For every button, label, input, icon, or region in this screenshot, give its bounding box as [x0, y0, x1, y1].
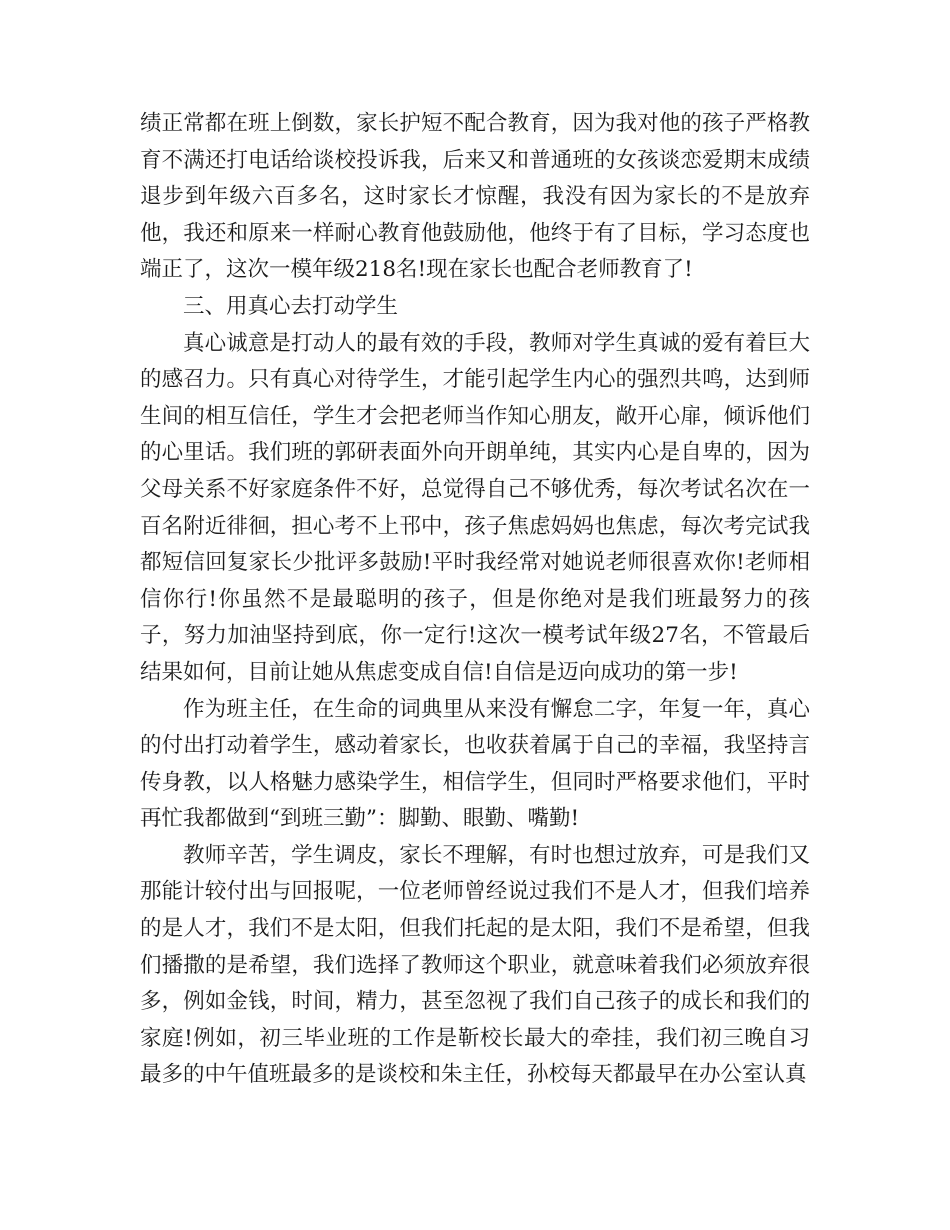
paragraph: 作为班主任，在生命的词典里从来没有懈怠二字，年复一年，真心的付出打动着学生，感动着家长，也收获着属于自己的幸福，我坚持言传身教，以人格魅力感染学生，相信学生，但同时严格要求他们，平时再忙我都做到“到班三勤”：脚勤、眼勤、嘴勤! [140, 696, 810, 832]
document-body [140, 106, 810, 1094]
paragraph: 真心诚意是打动人的最有效的手段，教师对学生真诚的爱有着巨大的感召力。只有真心对待学生，才能引起学生内心的强烈共鸣，达到师生间的相互信任，学生才会把老师当作知心朋友，敞开心扉，倾诉他们的心里话。我们班的郭研表面外向开朗单纯，其实内心是自卑的，因为父母关系不好家庭条件不好，总觉得自己不够优秀，每次考试名次在一百名附近徘徊，担心考不上邗中，孩子焦虑妈妈也焦虑，每次考完试我都短信回复家长少批评多鼓励!平时我经常对她说老师很喜欢你!老师相信你行!你虽然不是最聪明的孩子，但是你绝对是我们班最努力的孩子，努力加油坚持到底，你一定行!这次一模考试年级27名，不管最后结果如何，目前让她从焦虑变成自信!自信是迈向成功的第一步! [140, 330, 810, 685]
paragraph-continuation: 绩正常都在班上倒数，家长护短不配合教育，因为我对他的孩子严格教育不满还打电话给谈校投诉我，后来又和普通班的女孩谈恋爱期末成绩退步到年级六百多名，这时家长才惊醒，我没有因为家长的不是放弃他，我还和原来一样耐心教育他鼓励他，他终于有了目标，学习态度也端正了，这次一模年级218名!现在家长也配合老师教育了! [140, 111, 810, 283]
paragraph: 教师辛苦，学生调皮，家长不理解，有时也想过放弃，可是我们又那能计较付出与回报呢，一位老师曾经说过我们不是人才，但我们培养的是人才，我们不是太阳，但我们托起的是太阳，我们不是希望，但我们播撒的是希望，我们选择了教师这个职业，就意味着我们必须放弃很多，例如金钱，时间，精力，甚至忽视了我们自己孩子的成长和我们的家庭!例如，初三毕业班的工作是靳校长最大的牵挂，我们初三晚自习最多的中午值班最多的是谈校和朱主任，孙校每天都最早在办公室认真 [140, 842, 810, 1088]
section-heading: 三、用真心去打动学生 [183, 293, 399, 319]
